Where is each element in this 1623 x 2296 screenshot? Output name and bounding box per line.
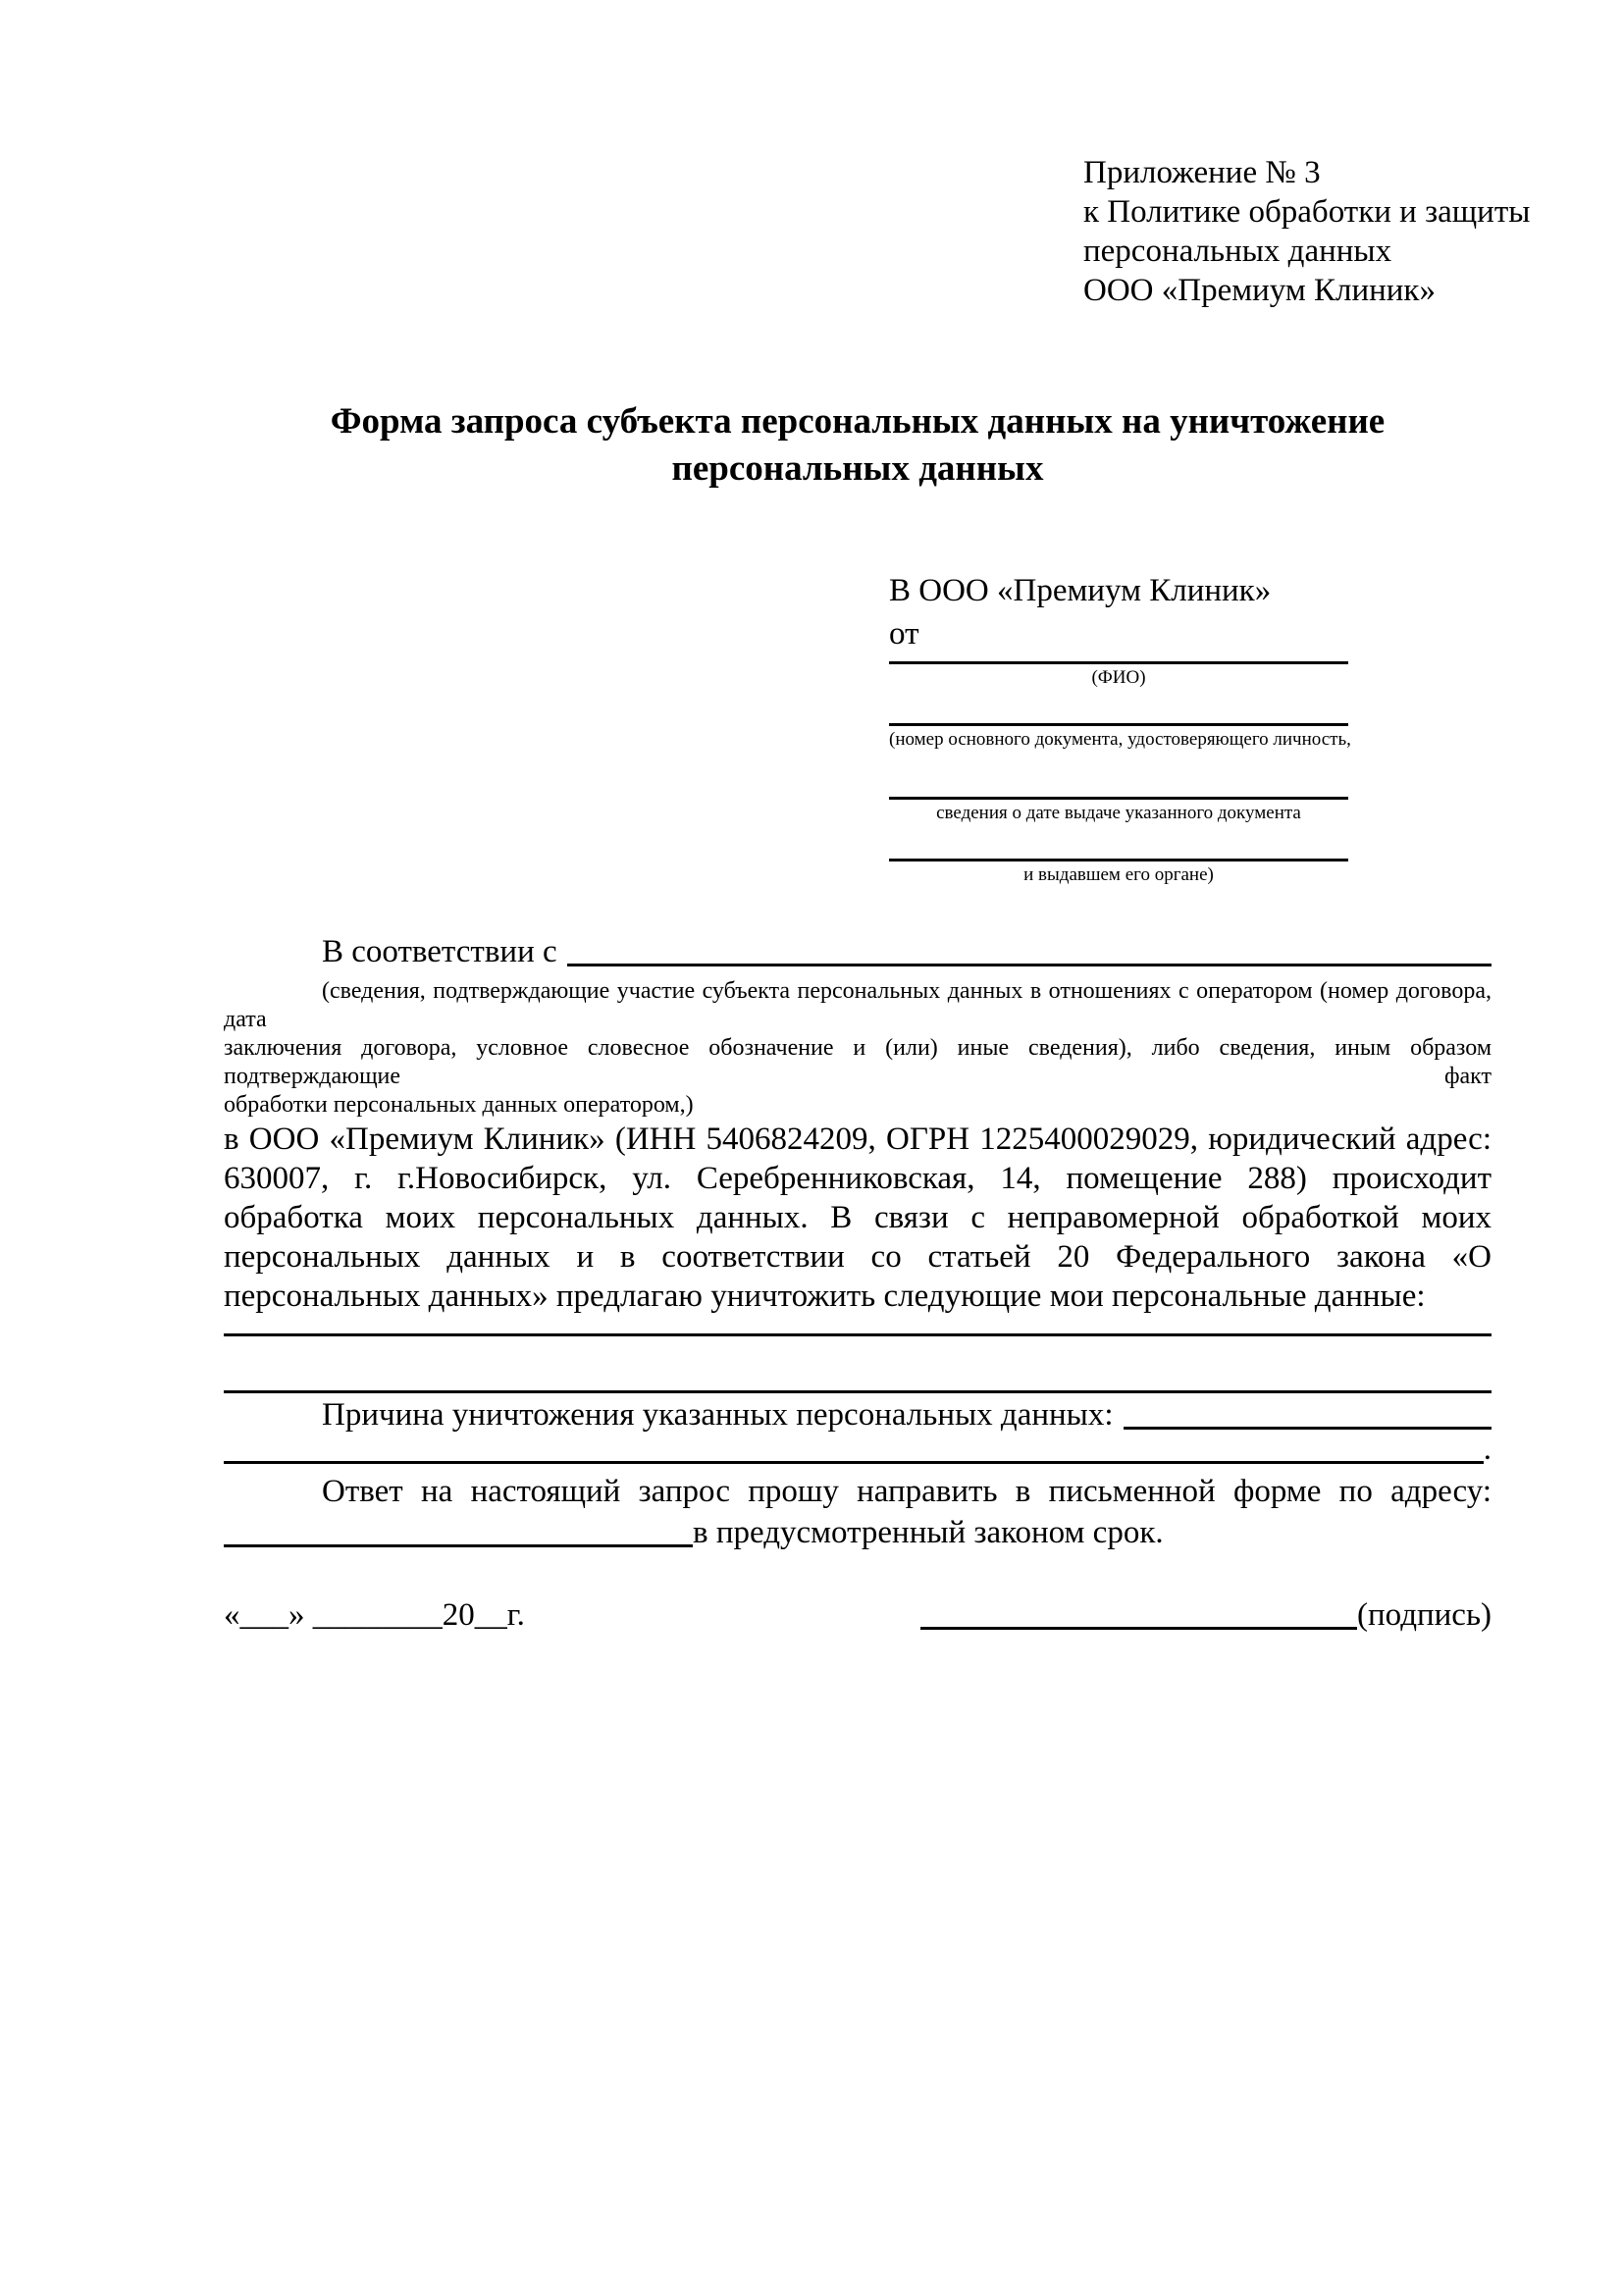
signature-caption: (подпись) [1357,1597,1492,1633]
accordance-note-line: (сведения, подтверждающие участие субъекта персональных данных в отношениях с оператором (номер договора, дата [224,978,1492,1032]
response-request-line: Ответ на настоящий запрос прошу направить в письменной форме по адресу: [322,1474,1492,1509]
reason-row [224,1393,1492,1436]
form-title [224,398,1492,493]
address-blank-line [224,1511,693,1547]
request-body-line: обработка моих персональных данных. В связи с неправомерной обработкой моих [224,1200,1492,1235]
issue-date-caption: сведения о дате выдаче указанного документа [936,803,1301,823]
response-tail: в предусмотренный законом срок. [693,1515,1164,1550]
reason-label: Причина уничтожения указанных персональных данных: [322,1397,1114,1433]
doc-number-field-line [889,692,1348,726]
request-body-line: в ООО «Премиум Клиник» (ИНН 5406824209, ОГРН 1225400029029, юридический адрес: [224,1122,1492,1157]
issuing-authority-field-line [889,827,1348,861]
request-body-line: 630007, г. г.Новосибирск, ул. Серебренниковская, 14, помещение 288) происходит [224,1161,1492,1196]
annex-note-line: Приложение № 3 [1083,155,1321,190]
annex-note-line: персональных данных [1083,234,1392,269]
fio-field-line [889,655,1348,664]
form-title-line: персональных данных [671,448,1044,489]
request-body-line: персональных данных и в соответствии со статьей 20 Федерального закона «О [224,1239,1492,1275]
annex-note-line: к Политике обработки и защиты [1083,194,1531,230]
addressee-to: В ООО «Премиум Клиник» [889,573,1272,608]
date-placeholder: «___» ________20__г. [224,1597,525,1633]
personal-data-blank-line-1 [224,1316,1492,1336]
accordance-note-line: обработки персональных данных оператором,) [224,1092,694,1118]
addressee-from-label: от [889,616,919,652]
issuing-authority-caption: и выдавшем его органе) [1023,864,1214,885]
accordance-note-line: заключения договора, условное словесное обозначение и (или) иные сведения), либо сведения, иным образом подтверждающие факт [224,1035,1492,1089]
signature-area [920,1593,1492,1637]
accordance-lead: В соответствии с [322,934,557,969]
fio-caption: (ФИО) [1091,667,1146,688]
annex-note-line: ООО «Премиум Клиник» [1083,273,1436,308]
reason-blank-line-2-row [224,1432,1492,1467]
response-address-row [224,1511,1492,1554]
issue-date-field-line [889,754,1348,800]
accordance-note [224,977,1492,1120]
accordance-blank-line [567,930,1492,966]
reason-blank-line [1124,1393,1492,1430]
date-signature-row [224,1593,1492,1637]
form-title-line: Форма запроса субъекта персональных данных на уничтожение [330,401,1386,442]
personal-data-blank-line-2 [224,1336,1492,1393]
annex-note [1083,153,1530,310]
addressee-block [889,569,1351,889]
doc-number-caption: (номер основного документа, удостоверяющего личность, [889,729,1351,750]
request-body [224,1120,1492,1316]
signature-blank-line [920,1593,1357,1630]
accordance-row [224,930,1492,973]
main-content [224,930,1492,1637]
request-body-line: персональных данных» предлагаю уничтожить следующие мои персональные данные: [224,1278,1426,1314]
line-terminator-period: . [1483,1432,1492,1467]
reason-blank-line-2 [224,1436,1484,1464]
